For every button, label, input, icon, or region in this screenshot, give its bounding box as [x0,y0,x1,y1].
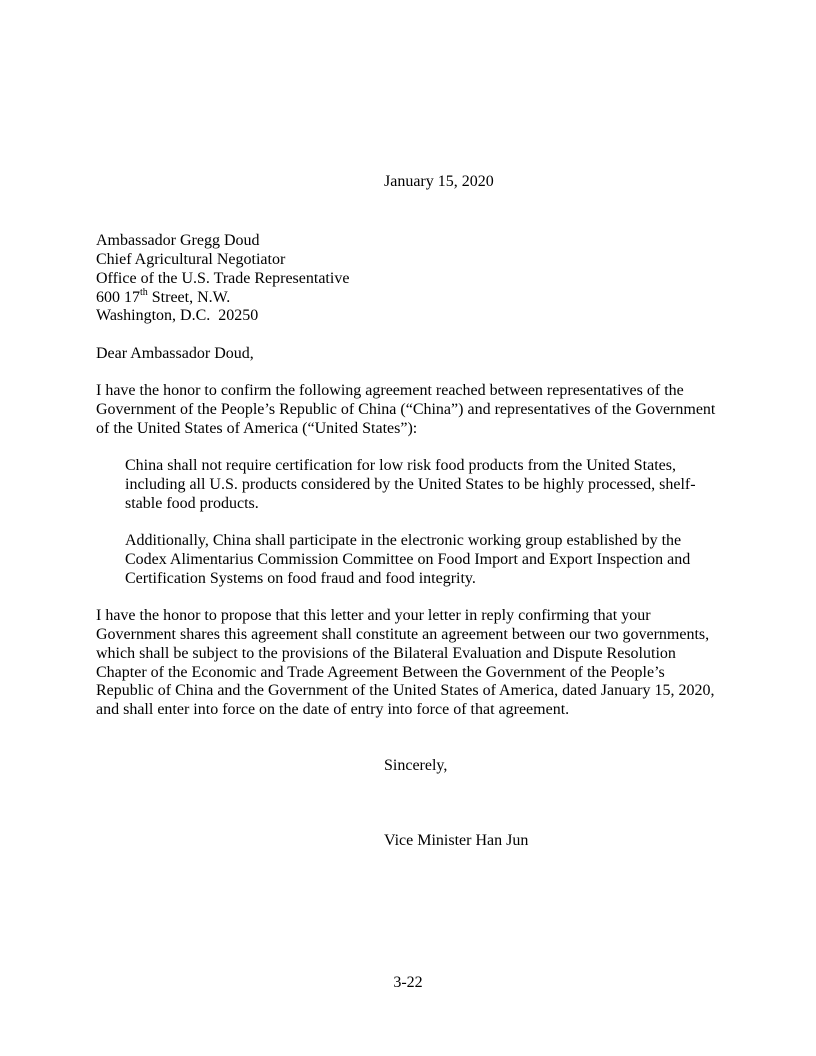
proposal-line: Republic of China and the Government of the United States of America, dated January 15, 2020, [96,682,715,699]
recipient-city: Washington, D.C. 20250 [96,307,259,324]
salutation: Dear Ambassador Doud, [96,345,254,362]
signatory: Vice Minister Han Jun [384,832,529,849]
street-ordinal-suffix: th [140,286,148,298]
proposal-line: and shall enter into force on the date of entry into force of that agreement. [96,701,570,718]
closing: Sincerely, [384,757,448,774]
proposal-line: I have the honor to propose that this letter and your letter in reply confirming that your [96,607,651,624]
street-rest: Street, N.W. [147,289,231,306]
clause-2-line: Codex Alimentarius Commission Committee on Food Import and Export Inspection and [125,551,691,568]
intro-line: of the United States of America (“United States”): [96,420,418,437]
intro-line: I have the honor to confirm the following agreement reached between representatives of the [96,382,684,399]
clause-2-line: Additionally, China shall participate in the electronic working group established by the [125,532,682,549]
letter-date: January 15, 2020 [384,173,494,190]
proposal-line: Chapter of the Economic and Trade Agreement Between the Government of the People’s [96,664,665,681]
recipient-name: Ambassador Gregg Doud [96,232,260,249]
intro-line: Government of the People’s Republic of China (“China”) and representatives of the Government [96,401,716,418]
page-number: 3-22 [393,974,423,991]
clause-1-line: China shall not require certification for low risk food products from the United States, [125,457,676,474]
recipient-street [96,288,230,307]
proposal-line: Government shares this agreement shall constitute an agreement between our two governments, [96,626,710,643]
proposal-line: which shall be subject to the provisions of the Bilateral Evaluation and Dispute Resolution [96,645,676,662]
street-number: 600 17 [96,289,140,306]
clause-2-line: Certification Systems on food fraud and food integrity. [125,570,476,587]
clause-1-line: stable food products. [125,495,259,512]
recipient-title: Chief Agricultural Negotiator [96,251,286,268]
clause-1-line: including all U.S. products considered by the United States to be highly processed, shelf- [125,476,696,493]
recipient-office: Office of the U.S. Trade Representative [96,270,350,287]
